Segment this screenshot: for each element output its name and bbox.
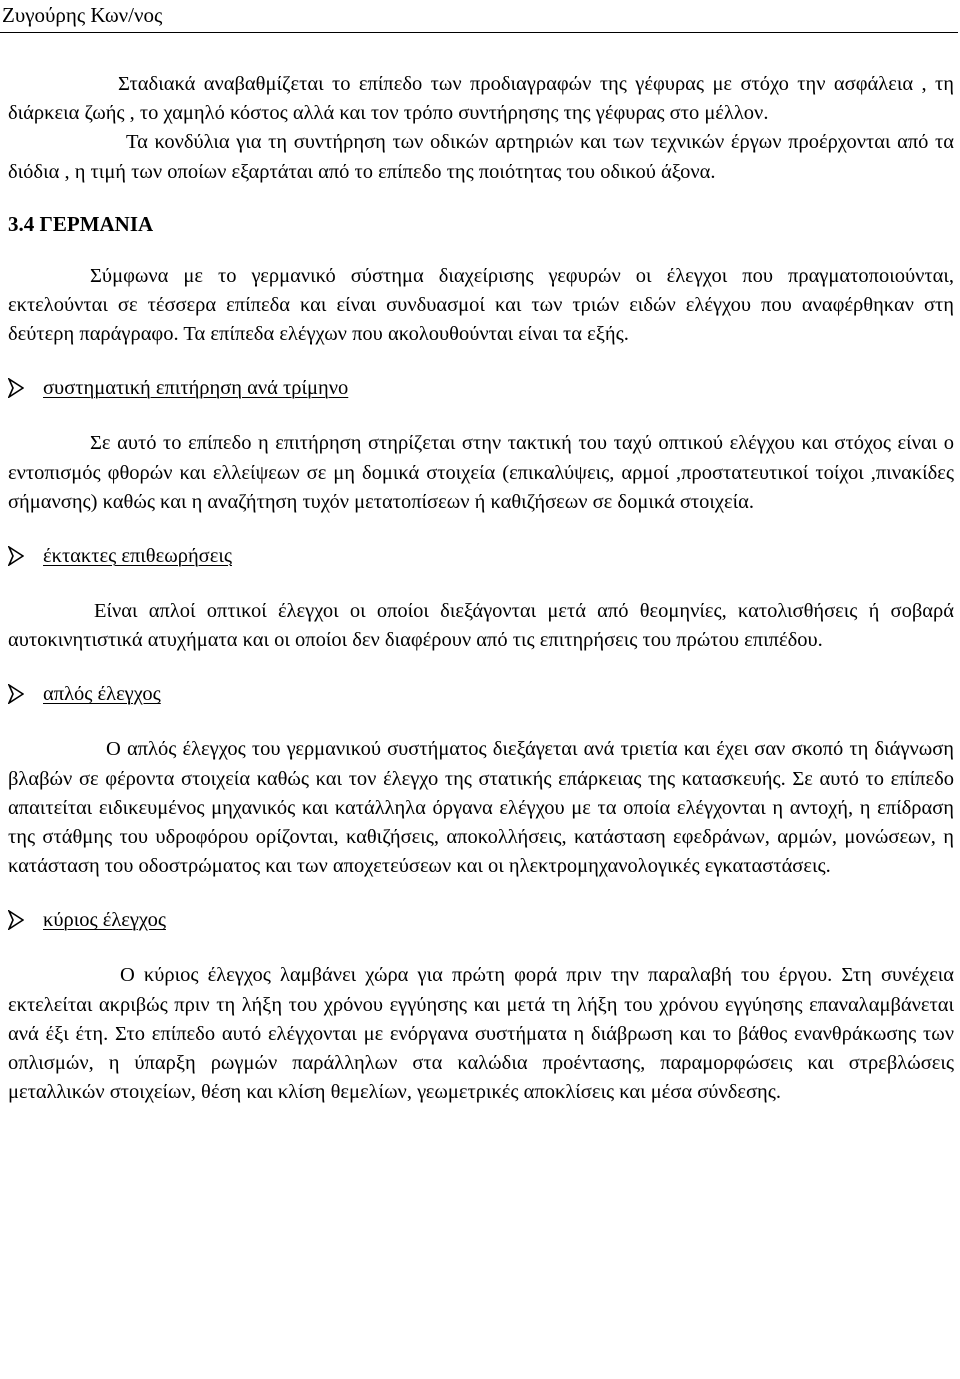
bullet-paragraph: Ο απλός έλεγχος του γερμανικού συστήματος διεξάγεται ανά τριετία και έχει σαν σκοπό τη διάγνωση βλαβών σε φέροντα στοιχεία καθώς και τον έλεγχο της στατικής επάρκειας της κατασκευής. Σε αυτό το επίπεδο απαιτείται ειδικευμένος μηχανικός και κατάλληλα όργανα ελέγχου με τα οποία ελέγχονται η αντοχή, η επίδραση της στάθμης του υδροφόρου ορίζονται, καθιζήσεις, αποκολλήσεις, κατάσταση εφεδράνων, αρμών, μονώσεων, η κατάσταση του οδοστρώματος και των αποχετεύσεων και οι ηλεκτρομηχανολογικές εγκαταστάσεις.	[8, 738, 954, 878]
bullet-paragraph: Ο κύριος έλεγχος λαμβάνει χώρα για πρώτη φορά πριν την παραλαβή του έργου. Στη συνέχεια εκτελείται ακριβώς πριν τη λήξη του χρόνου εγγύησης και μετά τη λήξη του χρόνου εγγύησης επαναλαμβάνεται ανά έξι έτη. Στο επίπεδο αυτό ελέγχονται με ενόργανα συστήματα η διάβρωση και το βάθος ενανθράκωσης των οπλισμών, η ύπαρξη ρωγμών παράλληλων στα καλώδια προέντασης, παραμορφώσεις και στρεβλώσεις μεταλλικών στοιχείων, θέση και κλίση θεμελίων, γεωμετρικές αποκλίσεις και μέσα σύνδεσης.	[8, 964, 954, 1104]
arrowhead-bullet-icon	[8, 378, 24, 398]
bullet-item	[8, 906, 954, 936]
bullet-item	[8, 542, 954, 572]
intro-paragraph-1: Σταδιακά αναβαθμίζεται το επίπεδο των προδιαγραφών της γέφυρας με στόχο την ασφάλεια , τη διάρκεια ζωής , το χαμηλό κόστος αλλά και τον τρόπο συντήρησης της γέφυρας στο μέλλον.	[8, 73, 954, 125]
bullet-paragraph: Είναι απλοί οπτικοί έλεγχοι οι οποίοι διεξάγονται μετά από θεομηνίες, κατολισθήσεις ή σοβαρά αυτοκινητιστικά ατυχήματα και οι οποίοι δεν διαφέρουν από τις επιτηρήσεις του πρώτου επιπέδου.	[8, 600, 954, 652]
bullet-item	[8, 374, 954, 404]
intro-paragraph-2: Τα κονδύλια για τη συντήρηση των οδικών αρτηριών και των τεχνικών έργων προέρχονται από τα διόδια , η τιμή των οποίων εξαρτάται από το επίπεδο της ποιότητας του οδικού άξονα.	[8, 131, 954, 183]
page-header	[0, 0, 958, 33]
bullet-heading: συστηματική επιτήρηση ανά τρίμηνο	[43, 377, 349, 400]
bullet-heading: κύριος έλεγχος	[43, 909, 166, 932]
section-heading: 3.4 ΓΕΡΜΑΝΙΑ	[8, 211, 154, 236]
arrowhead-bullet-icon	[8, 910, 24, 930]
bullet-item	[8, 680, 954, 710]
bullet-heading: απλός έλεγχος	[43, 683, 161, 706]
arrowhead-bullet-icon	[8, 684, 24, 704]
bullet-heading: έκτακτες επιθεωρήσεις	[43, 545, 232, 568]
arrowhead-bullet-icon	[8, 546, 24, 566]
bullet-paragraph: Σε αυτό το επίπεδο η επιτήρηση στηρίζεται στην τακτική του ταχύ οπτικού ελέγχου και στόχος είναι ο εντοπισμός φθορών και ελλείψεων σε μη δομικά στοιχεία (επικαλύψεις, αρμοί ,προστατευτικοί τοίχοι ,πινακίδες σήμανσης) καθώς και η αναζήτηση τυχόν μετατοπίσεων ή καθιζήσεων σε δομικά στοιχεία.	[8, 432, 954, 513]
document-body	[8, 70, 954, 1107]
header-author: Ζυγούρης Κων/νος	[2, 3, 163, 27]
section-intro-paragraph: Σύμφωνα με το γερμανικό σύστημα διαχείρισης γεφυρών οι έλεγχοι που πραγματοποιούνται, εκτελούνται σε τέσσερα επίπεδα και είναι συνδυασμοί και των τριών ειδών ελέγχου που αναφέρθηκαν στη δεύτερη παράγραφο. Τα επίπεδα ελέγχων που ακολουθούνται είναι τα εξής.	[8, 264, 954, 346]
